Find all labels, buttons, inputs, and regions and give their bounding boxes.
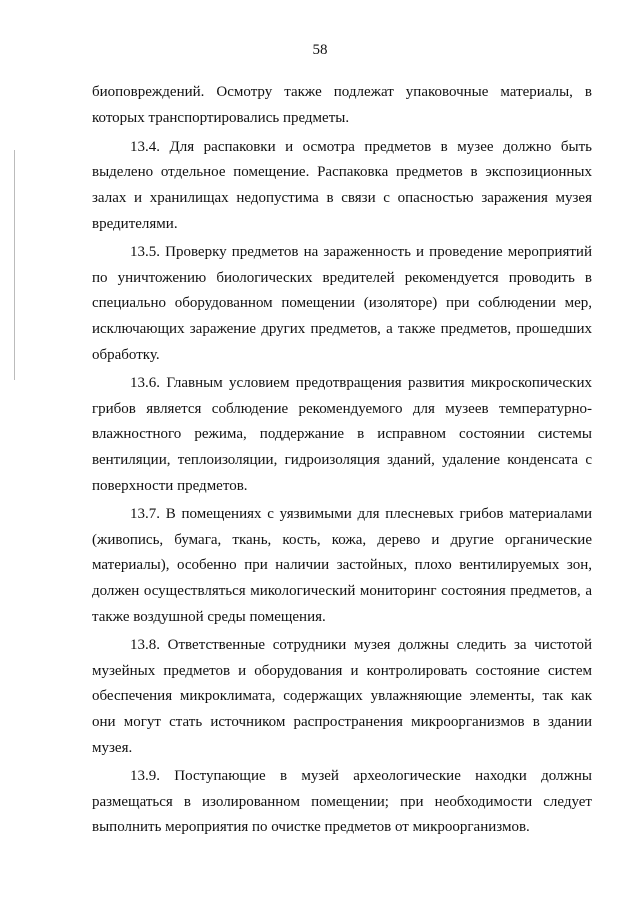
document-body [92, 80, 592, 841]
paragraph-13-9: 13.9. Поступающие в музей археологические находки должны размещаться в изолированном помещении; при необходимости следует выполнить мероприятия по очистке предметов от микроорганизмов. [92, 767, 592, 836]
paragraph-13-4: 13.4. Для распаковки и осмотра предметов в музее должно быть выделено отдельное помещение. Распаковка предметов в экспозиционных залах и хранилищах недопустима в связи с опасностью заражения музея вредителями. [92, 138, 592, 232]
paragraph-13-5: 13.5. Проверку предметов на зараженность и проведение мероприятий по уничтожению биологических вредителей рекомендуется проводить в специально оборудованном помещении (изоляторе) при соблюдении мер, исключающих заражение других предметов, а также предметов, прошедших обработку. [92, 243, 592, 363]
paragraph-13-8: 13.8. Ответственные сотрудники музея должны следить за чистотой музейных предметов и оборудования и контролировать состояние систем обеспечения микроклимата, содержащих увлажняющие элементы, так как они могут стать источником распространения микроорганизмов в здании музея. [92, 636, 592, 756]
paragraph-13-6: 13.6. Главным условием предотвращения развития микроскопических грибов является соблюдение рекомендуемого для музеев температурно-влажностного режима, поддержание в исправном состоянии системы вентиляции, теплоизоляции, гидроизоляция зданий, удаление конденсата с поверхности предметов. [92, 374, 592, 494]
scan-margin-mark [14, 150, 15, 380]
paragraph-13-7: 13.7. В помещениях с уязвимыми для плесневых грибов материалами (живопись, бумага, ткань, кость, кожа, дерево и другие органические материалы), особенно при наличии застойных, плохо вентилируемых зон, должен осуществляться микологический мониторинг состояния предметов, а также воздушной среды помещения. [92, 505, 592, 625]
paragraph-continuation: биоповреждений. Осмотру также подлежат упаковочные материалы, в которых транспортировались предметы. [92, 84, 592, 126]
page-number: 58 [312, 42, 328, 58]
